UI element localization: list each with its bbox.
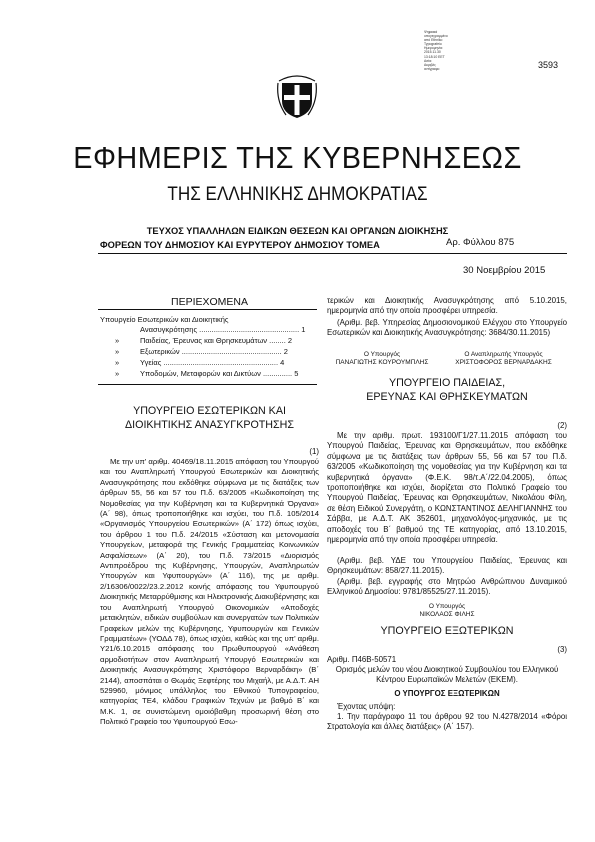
decision-reference: (Αριθμ. βεβ. Υπηρεσίας Δημοσιονομικού Ελέγχου στο Υπουργείο Εσωτερικών και Διοικητικής Ανασυγκρότησης: 3684/30.11.2015) xyxy=(327,318,567,338)
decision-id: Αριθμ. Π46Β-50571 xyxy=(327,655,397,664)
signature-block: Ο Υπουργός ΠΑΝΑΓΙΩΤΗΣ ΚΟΥΡΟΥΜΠΛΗΣ xyxy=(335,351,429,366)
decision-reference: (Αριθμ. βεβ. ΥΔΕ του Υπουργείου Παιδείας, Έρευνας και Θρησκευμάτων: 858/27.11.2015). xyxy=(327,556,567,576)
toc-divider xyxy=(98,309,317,310)
signature-block: Ο Υπουργός ΝΙΚΟΛΑΟΣ ΦΙΛΗΣ xyxy=(419,603,475,618)
decision-subject: Ορισμός μελών του νέου Διοικητικού Συμβουλίου του Ελληνικού Κέντρου Ευρωπαϊκών Μελετών (ΕΚΕΜ). xyxy=(335,665,559,685)
sheet-number: Αρ. Φύλλου 875 xyxy=(446,237,515,248)
decision-number: (3) xyxy=(557,645,567,654)
minister-title: Ο ΥΠΟΥΡΓΟΣ ΕΞΩΤΕΡΙΚΩΝ xyxy=(394,689,500,698)
having-regard: Έχοντας υπόψη: xyxy=(337,702,396,711)
decision-body: Με την υπ’ αριθμ. 40469/18.11.2015 απόφαση του Υπουργού και του Αναπληρωτή Υπουργού Εσωτερικών και Διοικητικής Ανασυγκρότησης που εκδόθηκε σύμφωνα με τις διατάξεις των άρθρων 55, 56 και 57 του Π.δ. 63/2005 «Κωδικοποίηση της Νομοθεσίας για την Κυβέρνηση και τα Κυβερνητικά Όργανα» (Α΄ 98), όπως τροποποιήθηκε και ισχύει, του Π.δ. 105/2014 «Οργανισμός Υπουργείου Εσωτερικών» (Α΄ 172) όπως ισχύει, του άρθρου 1 του Π.δ. 24/2015 «Σύσταση και μετονομασία Υπουργείων, μεταφορά της Γενικής Γραμματείας Κοινωνικών Ασφαλίσεων» (Α΄ 20), του Π.δ. 73/2015 «Διορισμός Αντιπροέδρου της Κυβέρνησης, Υπουργών, Αναπληρωτών Υπουργών και Υφυπουργών» (Α΄ 116), της με αριθμ. 2/16306/0022/23.2.2012 κοινής απόφασης του Υφυπουργού Διοικητικής Μεταρρύθμισης και Ηλεκτρονικής Διακυβέρνησης και του Αναπληρωτή Υπουργού Οικονομικών «Αποδοχές μετακλητών, ειδικών συμβούλων και συνεργατών των Πολιτικών Γραφείων μελών της Κυβέρνησης, Υφυπουργών και Γενικών Γραμματέων» (ΥΟΔΔ 78), όπως ισχύει, καθώς και της υπ’ αριθμ. Υ21/6.10.2015 απόφασης του Πρωθυπουργού «Ανάθεση αρμοδιοτήτων στον Αναπληρωτή Υπουργό Εσωτερικών και Διοικητικής Ανασυγκρότησης Χριστόφορο Βερναρδάκη» (Β΄ 2144), αποσπάται ο Θωμάς Ξεφτέρης του Μιχαήλ, με Α.Δ.Τ. ΑΗ 529960, μόνιμος υπάλληλος του Εθνικού Τυπογραφείου, κατηγορίας ΤΕ4, κλάδου Γραφικών Τεχνών με βαθμό Β΄ και Μ.Κ. 1, σε συνιστώμενη ομοιόβαθμη προσωρινή θέση στο Πολιτικό Γραφείο του Υφυπουργού Εσω- xyxy=(100,457,319,727)
gazette-subtitle: ΤΗΣ ΕΛΛΗΝΙΚΗΣ ΔΗΜΟΚΡΑΤΙΑΣ xyxy=(167,184,428,205)
legal-basis-item: 1. Την παράγραφο 11 του άρθρου 92 του Ν.4278/2014 «Φόροι Στρατολογία και άλλες διατάξεις» (Α΄ 157). xyxy=(327,712,567,732)
ministry-heading-education: ΥΠΟΥΡΓΕΙΟ ΠΑΙΔΕΙΑΣ, ΕΡΕΥΝΑΣ ΚΑΙ ΘΡΗΣΚΕΥΜΑΤΩΝ xyxy=(366,377,528,403)
decision-body: Με την αριθμ. πρωτ. 193100/Γ1/27.11.2015 απόφαση του Υπουργού Παιδείας, Έρευνας και Θρησκευμάτων, που εκδόθηκε σύμφωνα με τις διατάξεις των άρθρων 55, 56 και 57 του Π.δ. 63/2005 «Κωδικοποίηση της νομοθεσίας για την Κυβέρνηση και τα κυβερνητικά όργανα» (Φ.Ε.Κ. 98/τ.Α΄/22.04.2005), όπως τροποποιήθηκε και ισχύει, διορίζεται στο Πολιτικό Γραφείο του Υπουργού Παιδείας, Έρευνας και Θρησκευμάτων, Νικολάου Φίλη, σε θέση Ειδικού Συνεργάτη, ο ΚΩΝΣΤΑΝΤΙΝΟΣ ΔΕΛΗΓΙΑΝΝΗΣ του Σάββα, με Α.Δ.Τ. ΑΚ 352601, μηχανολόγος-μηχανικός, με τις αποδοχές του Β΄ βαθμού της ΤΕ κατηγορίας, από 13.10.2015, ημερομηνία από την οποία προσφέρει υπηρεσία. xyxy=(327,431,567,545)
header-divider xyxy=(98,253,567,254)
digital-signature-stamp: Ψηφιακά υπογεγραμμένο από Ethniko Typografeio Ημερομηνία: 2015.11.30 13:18:10 EET Αιτία: Ακριβές αντίγραφο xyxy=(424,30,448,71)
toc-heading: ΠΕΡΙΕΧΟΜΕΝΑ xyxy=(170,296,249,308)
gazette-title: ΕΦΗΜΕΡΙΣ ΤΗΣ ΚΥΒΕΡΝΗΣΕΩΣ xyxy=(73,140,522,175)
toc-bottom-divider xyxy=(98,384,317,385)
decision-reference: (Αριθμ. βεβ. εγγραφής στο Μητρώο Ανθρώπινου Δυναμικού Ελληνικού Δημοσίου: 9781/85525/27.11.2015). xyxy=(327,577,567,597)
issue-date: 30 Νοεμβρίου 2015 xyxy=(463,265,546,276)
greek-coat-of-arms-icon xyxy=(276,69,318,121)
issue-type: ΤΕΥΧΟΣ ΥΠΑΛΛΗΛΩΝ ΕΙΔΙΚΩΝ ΘΕΣΕΩΝ ΚΑΙ ΟΡΓΑΝΩΝ ΔΙΟΙΚΗΣΗΣ ΦΟΡΕΩΝ ΤΟΥ ΔΗΜΟΣΙΟΥ ΚΑΙ ΕΥΡΥΤΕΡΟΥ ΔΗΜΟΣΙΟΥ ΤΟΜΕΑ xyxy=(100,226,449,250)
ministry-heading-interior: ΥΠΟΥΡΓΕΙΟ ΕΣΩΤΕΡΙΚΩΝ ΚΑΙ ΔΙΟΙΚΗΤΙΚΗΣ ΑΝΑΣΥΓΚΡΟΤΗΣΗΣ xyxy=(125,405,294,431)
ministry-heading-foreign: ΥΠΟΥΡΓΕΙΟ ΕΞΩΤΕΡΙΚΩΝ xyxy=(380,625,514,637)
decision-number: (2) xyxy=(557,421,567,430)
signature-block: Ο Αναπληρωτής Υπουργός ΧΡΙΣΤΟΦΟΡΟΣ ΒΕΡΝΑΡΔΑΚΗΣ xyxy=(455,351,552,366)
decision-number: (1) xyxy=(309,447,319,456)
page-number: 3593 xyxy=(538,60,559,70)
decision-continuation: τερικών και Διοικητικής Ανασυγκρότησης από 5.10.2015, ημερομηνία από την οποία προσφέρει υπηρεσία. xyxy=(327,296,567,316)
